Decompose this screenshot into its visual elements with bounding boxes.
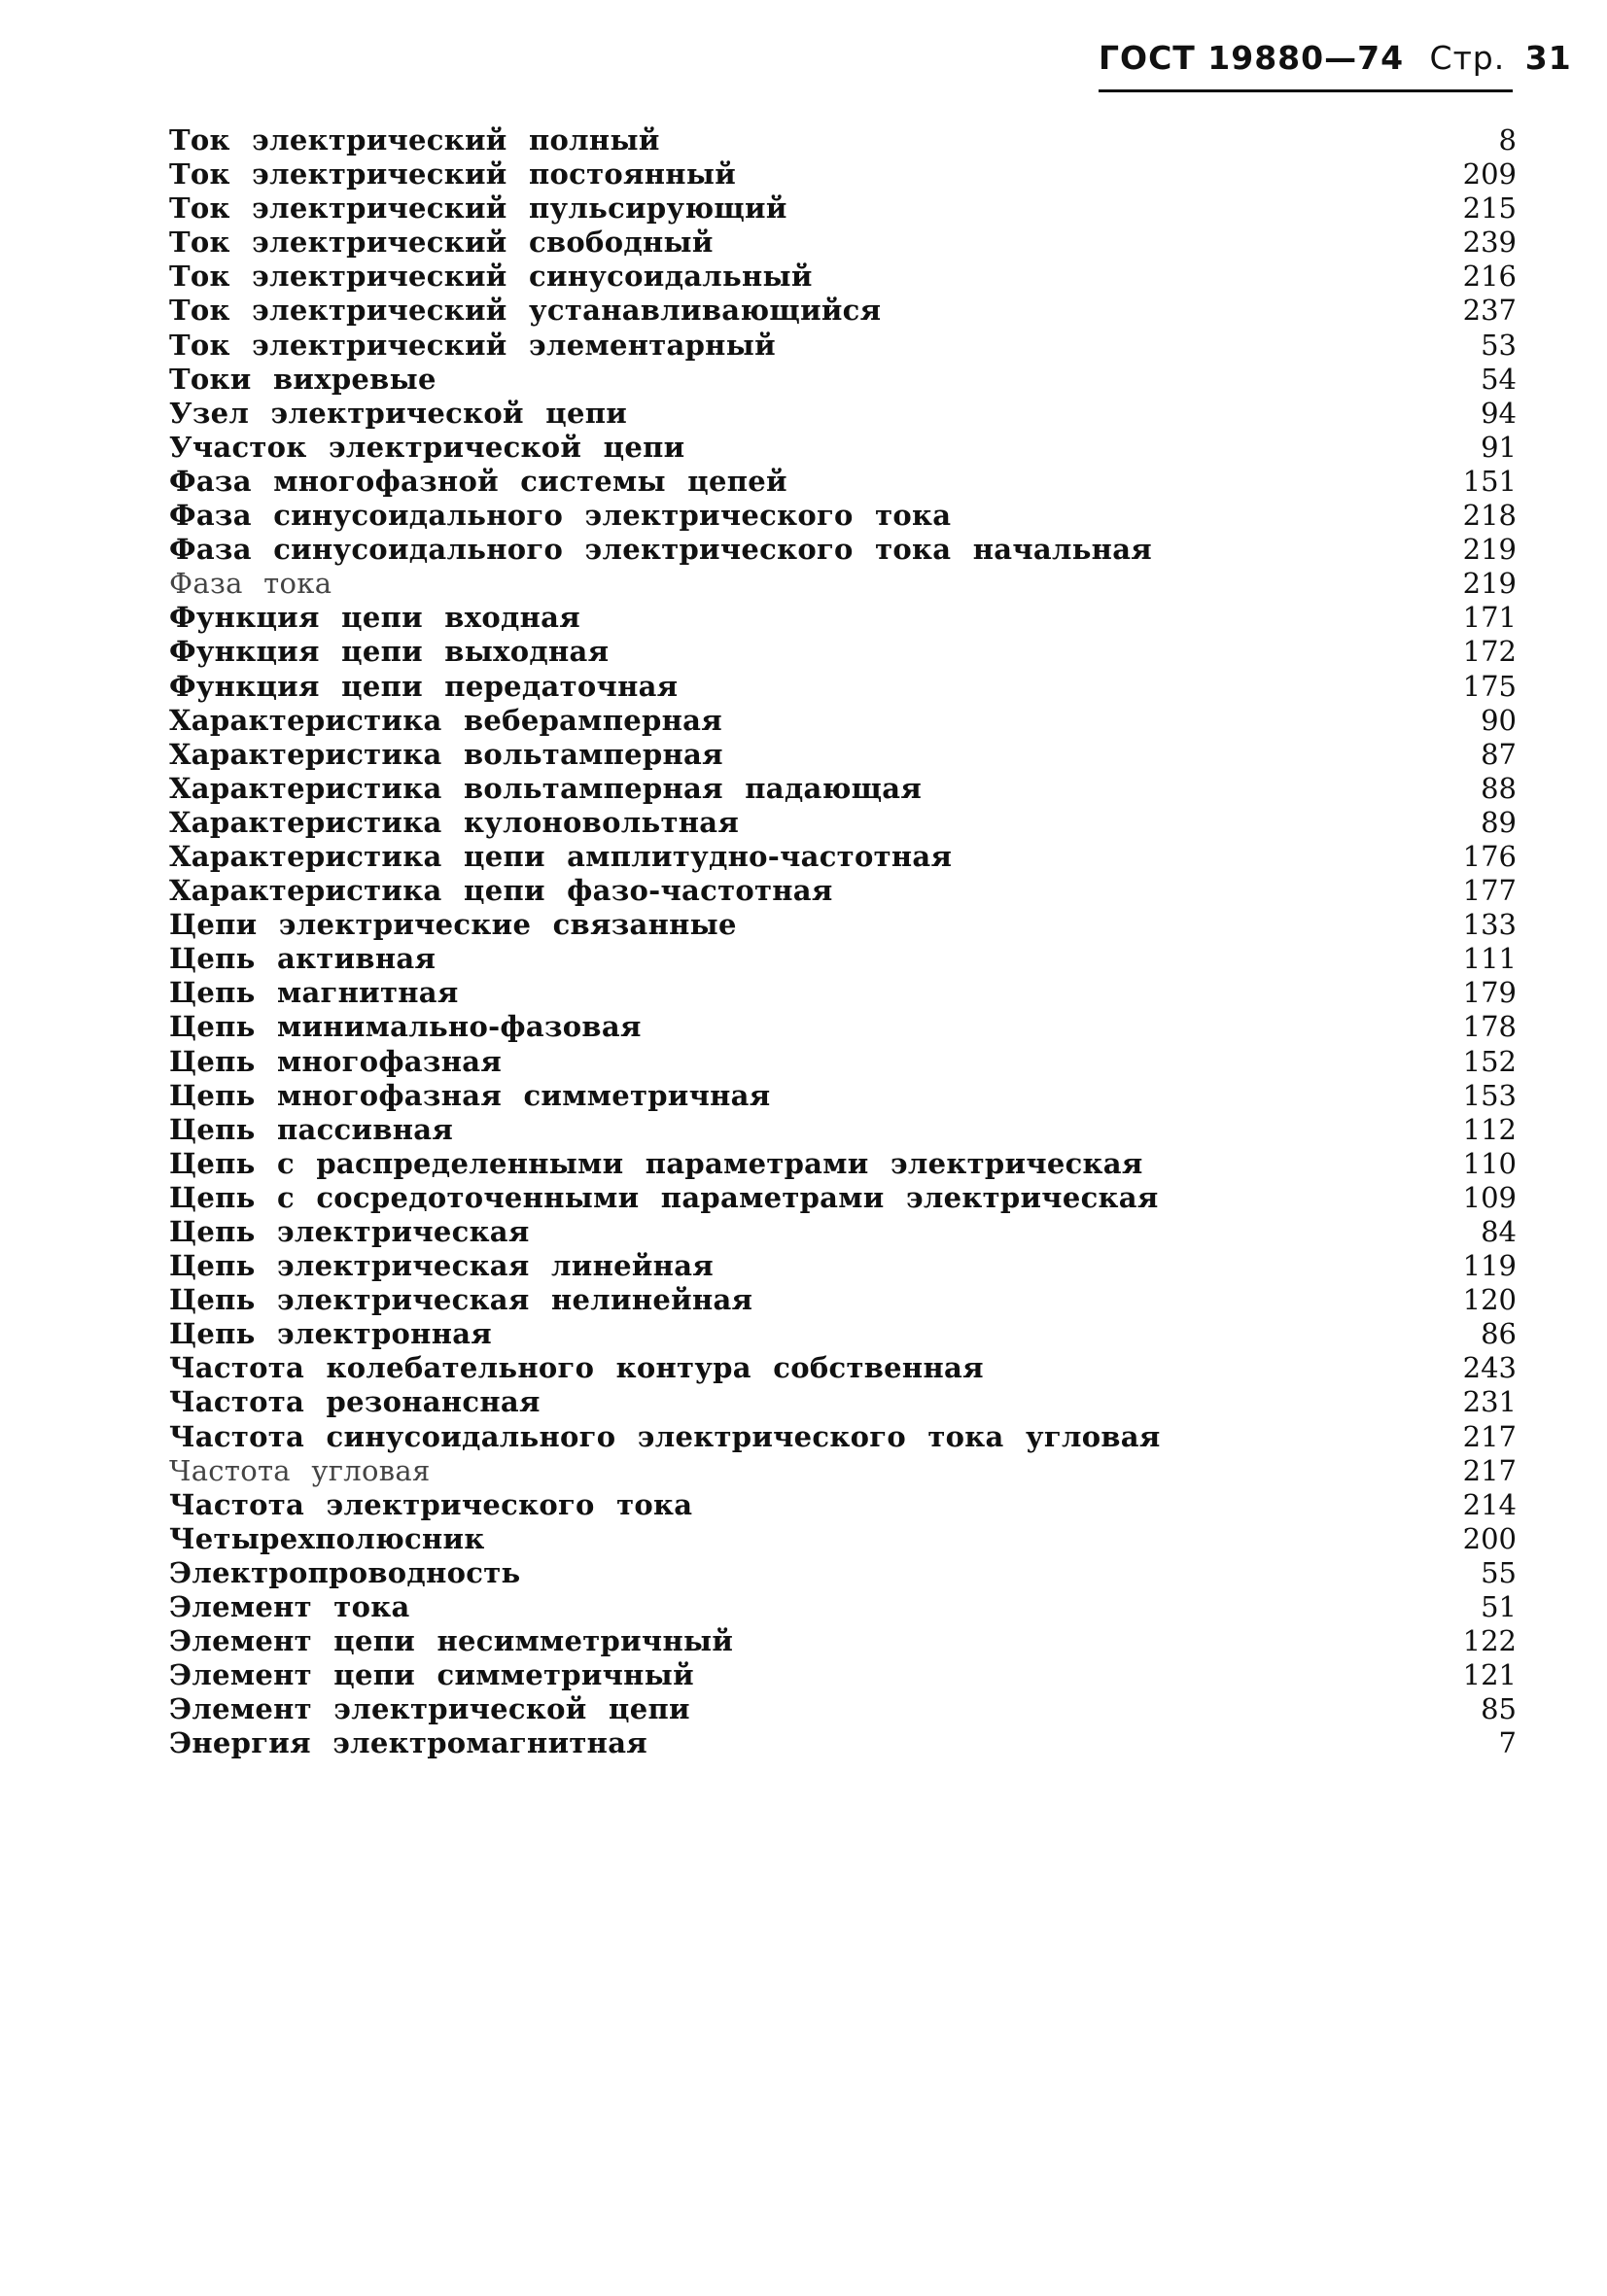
- index-page-ref: 94: [1481, 396, 1517, 430]
- index-term: Характеристика цепи амплитудно-частотная: [169, 839, 953, 873]
- index-page-ref: 120: [1462, 1283, 1517, 1317]
- index-entry: [169, 465, 1517, 499]
- index-page-ref: 54: [1481, 362, 1517, 396]
- index-term: Характеристика кулоновольтная: [169, 805, 740, 839]
- index-entry: [169, 635, 1517, 669]
- index-page-ref: 90: [1481, 703, 1517, 737]
- index-entry: [169, 1079, 1517, 1113]
- index-page-ref: 51: [1481, 1590, 1517, 1624]
- index-term: Цепь пассивная: [169, 1112, 454, 1146]
- index-page-ref: 87: [1481, 737, 1517, 771]
- index-page-ref: 88: [1481, 771, 1517, 805]
- index-entry: [169, 670, 1517, 704]
- index-term: Характеристика веберамперная: [169, 703, 722, 737]
- index-page-ref: 153: [1462, 1078, 1517, 1112]
- index-term: Функция цепи передаточная: [169, 669, 679, 703]
- index-term: Цепь электрическая: [169, 1215, 530, 1248]
- index-entry: [169, 874, 1517, 908]
- page-number: 31: [1524, 39, 1572, 77]
- index-term: Элемент цепи симметричный: [169, 1658, 694, 1692]
- index-entry: [169, 260, 1517, 294]
- index-term: Цепь с сосредоточенными параметрами электрическая: [169, 1180, 1159, 1214]
- index-term: Фаза синусоидального электрического тока начальная: [169, 533, 1153, 567]
- index-term: Фаза многофазной системы цепей: [169, 464, 787, 498]
- index-entry: [169, 226, 1517, 260]
- index-term: Частота резонансная: [169, 1385, 541, 1419]
- index-entry: [169, 1556, 1517, 1590]
- index-term: Ток электрический постоянный: [169, 157, 737, 191]
- index-entry: [169, 533, 1517, 567]
- index-page-ref: 86: [1481, 1317, 1517, 1351]
- index-page-ref: 172: [1462, 635, 1517, 669]
- index-page-ref: 55: [1481, 1555, 1517, 1589]
- index-page-ref: 171: [1462, 601, 1517, 635]
- page-header: [1099, 35, 1572, 92]
- index-term: Цепь активная: [169, 942, 437, 976]
- index-entry: [169, 1249, 1517, 1283]
- index-page-ref: 217: [1462, 1453, 1517, 1487]
- index-term: Цепи электрические связанные: [169, 908, 737, 942]
- index-term: Участок электрической цепи: [169, 430, 685, 464]
- index-entry: [169, 738, 1517, 772]
- index-page-ref: 91: [1481, 430, 1517, 464]
- index-term: Частота угловая: [169, 1453, 431, 1487]
- index-page-ref: 112: [1462, 1112, 1517, 1146]
- index-page-ref: 7: [1498, 1726, 1517, 1760]
- index-page-ref: 215: [1462, 191, 1517, 226]
- index-term: Элемент электрической цепи: [169, 1692, 690, 1726]
- index-page-ref: 231: [1462, 1385, 1517, 1419]
- index-page-ref: 110: [1462, 1146, 1517, 1180]
- index-term: Частота электрического тока: [169, 1487, 693, 1521]
- index-page-ref: 119: [1462, 1249, 1517, 1283]
- index-term: Элемент цепи несимметричный: [169, 1624, 734, 1658]
- index-entry: [169, 1113, 1517, 1147]
- index-page-ref: 219: [1462, 533, 1517, 567]
- index-term: Ток электрический синусоидальный: [169, 260, 813, 294]
- index-term: Характеристика цепи фазо-частотная: [169, 874, 833, 908]
- index-page-ref: 218: [1462, 499, 1517, 533]
- index-page-ref: 175: [1462, 669, 1517, 703]
- alphabetical-index: [169, 123, 1517, 1761]
- index-entry: [169, 976, 1517, 1010]
- index-entry: [169, 567, 1517, 601]
- index-page-ref: 8: [1498, 123, 1517, 157]
- index-entry: [169, 1726, 1517, 1760]
- index-entry: [169, 157, 1517, 191]
- index-entry: [169, 191, 1517, 226]
- index-term: Ток электрический устанавливающийся: [169, 294, 882, 328]
- page-label: Стр.: [1429, 39, 1506, 77]
- index-entry: [169, 1692, 1517, 1726]
- index-entry: [169, 431, 1517, 465]
- index-page-ref: 216: [1462, 260, 1517, 294]
- index-page-ref: 111: [1462, 942, 1517, 976]
- index-page-ref: 179: [1462, 976, 1517, 1010]
- index-term: Частота колебательного контура собственная: [169, 1351, 984, 1385]
- index-page-ref: 122: [1462, 1624, 1517, 1658]
- index-term: Частота синусоидального электрического тока угловая: [169, 1419, 1161, 1453]
- index-term: Цепь магнитная: [169, 976, 459, 1010]
- index-entry: [169, 1283, 1517, 1317]
- index-page-ref: 178: [1462, 1010, 1517, 1044]
- index-page-ref: 176: [1462, 839, 1517, 873]
- index-term: Характеристика вольтамперная падающая: [169, 771, 923, 805]
- index-page-ref: 53: [1481, 328, 1517, 362]
- index-entry: [169, 840, 1517, 874]
- index-entry: [169, 363, 1517, 397]
- index-term: Функция цепи выходная: [169, 635, 610, 669]
- index-entry: [169, 123, 1517, 157]
- index-entry: [169, 1488, 1517, 1522]
- index-entry: [169, 1351, 1517, 1385]
- index-term: Четырехполюсник: [169, 1521, 485, 1555]
- index-page-ref: 133: [1462, 908, 1517, 942]
- index-term: Энергия электромагнитная: [169, 1726, 648, 1760]
- index-page-ref: 85: [1481, 1692, 1517, 1726]
- index-term: Токи вихревые: [169, 362, 437, 396]
- index-term: Узел электрической цепи: [169, 396, 628, 430]
- index-term: Цепь электронная: [169, 1317, 493, 1351]
- index-page-ref: 151: [1462, 464, 1517, 498]
- index-page-ref: 239: [1462, 226, 1517, 260]
- index-entry: [169, 1658, 1517, 1692]
- index-entry: [169, 1454, 1517, 1488]
- index-entry: [169, 1010, 1517, 1044]
- index-entry: [169, 499, 1517, 533]
- index-entry: [169, 1317, 1517, 1351]
- index-term: Электропроводность: [169, 1555, 521, 1589]
- index-term: Фаза тока: [169, 567, 332, 601]
- index-term: Ток электрический свободный: [169, 226, 714, 260]
- index-entry: [169, 1215, 1517, 1249]
- index-entry: [169, 397, 1517, 431]
- index-page-ref: 152: [1462, 1044, 1517, 1078]
- index-term: Цепь многофазная: [169, 1044, 503, 1078]
- index-page-ref: 121: [1462, 1658, 1517, 1692]
- index-term: Фаза синусоидального электрического тока: [169, 499, 952, 533]
- index-term: Ток электрический элементарный: [169, 328, 776, 362]
- index-entry: [169, 942, 1517, 976]
- index-page-ref: 84: [1481, 1215, 1517, 1248]
- index-entry: [169, 1147, 1517, 1181]
- index-entry: [169, 1045, 1517, 1079]
- index-term: Цепь электрическая линейная: [169, 1249, 715, 1283]
- index-page-ref: 217: [1462, 1419, 1517, 1453]
- index-page-ref: 219: [1462, 567, 1517, 601]
- index-term: Цепь с распределенными параметрами электрическая: [169, 1146, 1143, 1180]
- index-term: Элемент тока: [169, 1590, 410, 1624]
- index-page-ref: 89: [1481, 805, 1517, 839]
- index-entry: [169, 601, 1517, 635]
- index-term: Функция цепи входная: [169, 601, 580, 635]
- standard-designation: ГОСТ 19880—74: [1099, 39, 1405, 77]
- index-term: Ток электрический полный: [169, 123, 660, 157]
- index-entry: [169, 1420, 1517, 1454]
- index-page-ref: 209: [1462, 157, 1517, 191]
- index-entry: [169, 806, 1517, 840]
- index-term: Ток электрический пульсирующий: [169, 191, 787, 226]
- index-page-ref: 243: [1462, 1351, 1517, 1385]
- index-page-ref: 200: [1462, 1521, 1517, 1555]
- index-term: Цепь электрическая нелинейная: [169, 1283, 753, 1317]
- index-page-ref: 237: [1462, 294, 1517, 328]
- index-entry: [169, 704, 1517, 738]
- index-entry: [169, 1590, 1517, 1624]
- index-page-ref: 214: [1462, 1487, 1517, 1521]
- index-term: Цепь минимально-фазовая: [169, 1010, 642, 1044]
- index-entry: [169, 772, 1517, 806]
- index-term: Характеристика вольтамперная: [169, 737, 723, 771]
- index-entry: [169, 294, 1517, 328]
- index-entry: [169, 908, 1517, 942]
- index-entry: [169, 1385, 1517, 1419]
- index-entry: [169, 1181, 1517, 1215]
- index-entry: [169, 1624, 1517, 1658]
- index-page-ref: 109: [1462, 1180, 1517, 1214]
- index-page-ref: 177: [1462, 874, 1517, 908]
- index-term: Цепь многофазная симметричная: [169, 1078, 771, 1112]
- index-entry: [169, 329, 1517, 363]
- index-entry: [169, 1522, 1517, 1556]
